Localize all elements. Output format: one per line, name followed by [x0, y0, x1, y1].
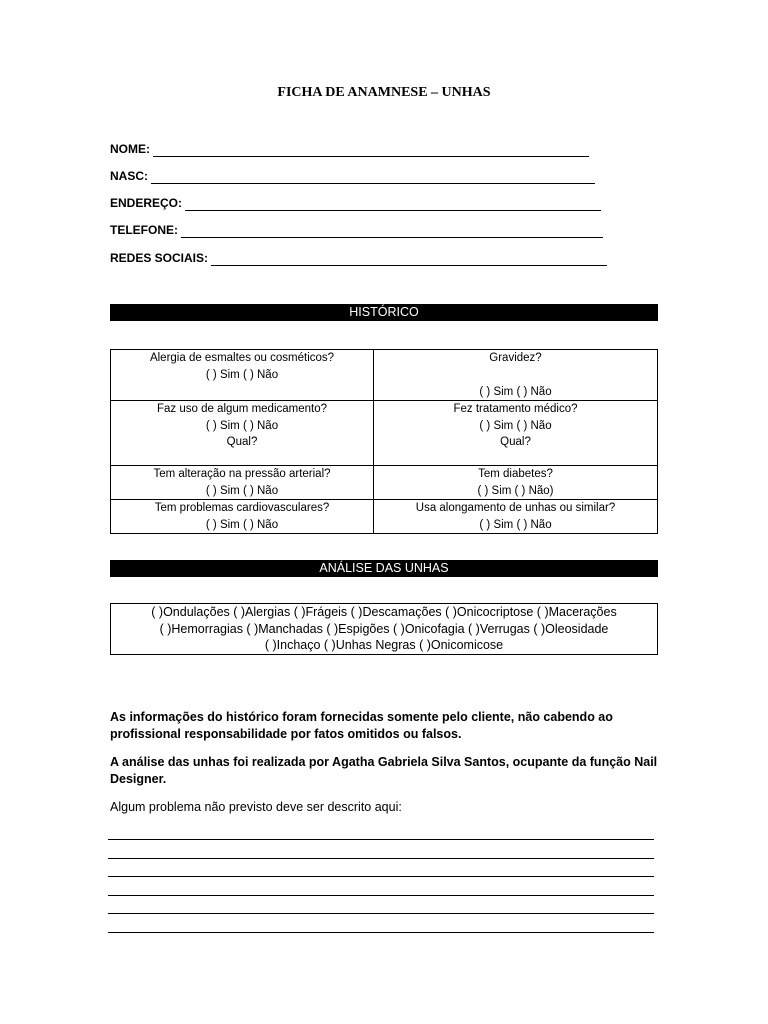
blank-line[interactable] [108, 932, 654, 933]
analise-options-line[interactable]: ( )Ondulações ( )Alergias ( )Frágeis ( )Descamações ( )Onicocriptose ( )Macerações [151, 605, 617, 619]
question-text: Alergia de esmaltes ou cosméticos? [149, 352, 335, 364]
analise-options-box [110, 603, 658, 655]
question-text: Fez tratamento médico? [453, 403, 578, 415]
historico-heading: HISTÓRICO [110, 304, 658, 321]
table-row [111, 350, 658, 401]
question-text: Tem diabetes? [478, 468, 553, 480]
which-label: Qual? [500, 436, 531, 448]
blank-line[interactable] [108, 858, 654, 859]
address-field[interactable] [110, 195, 601, 211]
question-text: Gravidez? [489, 352, 542, 364]
question-text: Tem alteração na pressão arterial? [153, 468, 331, 480]
social-blank[interactable] [211, 253, 607, 266]
address-blank[interactable] [185, 198, 601, 211]
blank-line[interactable] [108, 895, 654, 896]
table-cell [111, 500, 374, 534]
blank-line[interactable] [108, 913, 654, 914]
social-label: REDES SOCIAIS: [110, 251, 209, 265]
blank-line[interactable] [108, 839, 654, 840]
table-row [111, 466, 658, 500]
yes-no-options[interactable]: ( ) Sim ( ) Não) [477, 484, 554, 497]
table-cell [111, 466, 374, 500]
phone-label: TELEFONE: [110, 223, 178, 237]
table-cell [374, 500, 658, 534]
yes-no-options[interactable]: ( ) Sim ( ) Não [205, 368, 279, 381]
name-blank[interactable] [153, 144, 589, 157]
name-field[interactable] [110, 141, 589, 157]
phone-blank[interactable] [181, 225, 603, 238]
table-cell [374, 466, 658, 500]
address-label: ENDEREÇO: [110, 196, 183, 210]
table-cell [111, 401, 374, 466]
problem-prompt: Algum problema não previsto deve ser descrito aqui: [110, 800, 402, 814]
form-title: FICHA DE ANAMNESE – UNHAS [277, 85, 491, 100]
phone-field[interactable] [110, 222, 603, 238]
yes-no-options[interactable]: ( ) Sim ( ) Não [479, 419, 552, 432]
name-label: NOME: [110, 142, 150, 156]
analise-options-line[interactable]: ( )Hemorragias ( )Manchadas ( )Espigões ( )Onicofagia ( )Verrugas ( )Oleosidade [159, 621, 609, 636]
yes-no-options[interactable]: ( ) Sim ( ) Não [205, 419, 279, 432]
analysis-by-text: A análise das unhas foi realizada por Agatha Gabriela Silva Santos, ocupante da função Nail Designer. [110, 755, 658, 786]
birthdate-field[interactable] [110, 168, 595, 184]
table-row [111, 401, 658, 466]
which-label: Qual? [226, 436, 258, 448]
blank-line[interactable] [108, 876, 654, 877]
table-cell [374, 350, 658, 401]
yes-no-options[interactable]: ( ) Sim ( ) Não [205, 484, 279, 497]
yes-no-options[interactable]: ( ) Sim ( ) Não [479, 518, 552, 531]
birthdate-label: NASC: [110, 169, 148, 183]
question-text: Usa alongamento de unhas ou similar? [415, 502, 616, 514]
yes-no-options[interactable]: ( ) Sim ( ) Não [205, 518, 279, 531]
table-cell [374, 401, 658, 466]
question-text: Tem problemas cardiovasculares? [154, 502, 330, 514]
table-row [111, 500, 658, 534]
spacer [374, 367, 657, 384]
question-text: Faz uso de algum medicamento? [156, 403, 328, 415]
analise-options-line[interactable]: ( )Inchaço ( )Unhas Negras ( )Onicomicose [264, 638, 504, 652]
social-field[interactable] [110, 250, 607, 266]
disclaimer-text: As informações do histórico foram fornecidas somente pelo cliente, não cabendo ao profissional responsabilidade por fatos omitidos ou falsos. [110, 710, 613, 741]
analise-heading: ANÁLISE DAS UNHAS [110, 560, 658, 577]
yes-no-options[interactable]: ( ) Sim ( ) Não [479, 385, 552, 398]
historico-table [110, 349, 658, 534]
birthdate-blank[interactable] [151, 171, 595, 184]
table-cell [111, 350, 374, 401]
